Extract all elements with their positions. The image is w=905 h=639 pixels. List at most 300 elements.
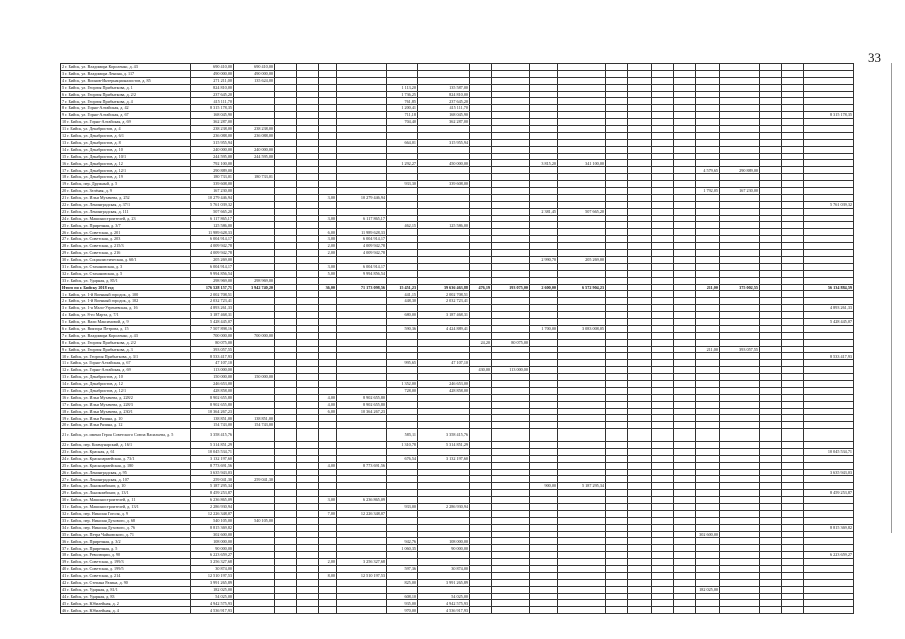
- row-value-cell: [674, 607, 696, 614]
- row-value-cell: [470, 579, 492, 586]
- row-value-cell: [696, 483, 720, 490]
- table-row: [61, 132, 854, 139]
- row-value-cell: [297, 380, 319, 387]
- row-value-cell: [652, 415, 674, 422]
- row-value-cell: [628, 312, 652, 319]
- row-value-cell: [470, 174, 492, 181]
- row-value-cell: [720, 442, 760, 449]
- row-value-cell: [337, 146, 387, 153]
- row-value-cell: [387, 517, 418, 524]
- row-value-cell: [606, 510, 628, 517]
- row-value-cell: 238 238,00: [234, 126, 275, 133]
- row-value-cell: [387, 188, 418, 195]
- row-value-cell: [387, 277, 418, 284]
- row-value-cell: [782, 469, 804, 476]
- row-value-cell: [297, 408, 319, 415]
- table-row: [61, 429, 854, 442]
- row-value-cell: [674, 408, 696, 415]
- row-value-cell: [628, 448, 652, 455]
- row-value-cell: [606, 490, 628, 497]
- row-value-cell: [720, 531, 760, 538]
- row-value-cell: [275, 476, 297, 483]
- row-value-cell: [720, 270, 760, 277]
- row-value-cell: 6 236 865,09: [191, 497, 234, 504]
- row-value-cell: [558, 332, 606, 339]
- row-value-cell: [319, 545, 337, 552]
- row-value-cell: [275, 367, 297, 374]
- row-value-cell: [492, 469, 530, 476]
- row-value-cell: [782, 194, 804, 201]
- row-value-cell: [337, 586, 387, 593]
- row-value-cell: [337, 181, 387, 188]
- row-value-cell: [782, 250, 804, 257]
- row-value-cell: [418, 448, 470, 455]
- row-value-cell: [530, 455, 558, 462]
- row-value-cell: [558, 497, 606, 504]
- row-value-cell: [628, 188, 652, 195]
- row-value-cell: [297, 132, 319, 139]
- row-value-cell: 339 608,00: [418, 181, 470, 188]
- row-value-cell: [782, 188, 804, 195]
- row-value-cell: [628, 243, 652, 250]
- row-value-cell: [275, 422, 297, 429]
- row-value-cell: [760, 312, 782, 319]
- row-value-cell: [387, 510, 418, 517]
- row-value-cell: [319, 339, 337, 346]
- row-value-cell: 1 700,00: [530, 325, 558, 332]
- row-value-cell: [674, 153, 696, 160]
- row-value-cell: [234, 524, 275, 531]
- row-value-cell: [782, 455, 804, 462]
- row-value-cell: [606, 160, 628, 167]
- row-value-cell: [696, 448, 720, 455]
- row-value-cell: [470, 77, 492, 84]
- row-value-cell: [760, 243, 782, 250]
- row-value-cell: 1 113,20: [387, 84, 418, 91]
- row-value-cell: 246 653,00: [191, 380, 234, 387]
- row-value-cell: 1 792,05: [696, 188, 720, 195]
- row-value-cell: [558, 387, 606, 394]
- row-value-cell: [470, 70, 492, 77]
- row-value-cell: [530, 593, 558, 600]
- row-value-cell: [804, 593, 854, 600]
- row-value-cell: 302 600,00: [191, 531, 234, 538]
- row-value-cell: [530, 119, 558, 126]
- row-value-cell: 6 117 865,17: [337, 215, 387, 222]
- row-value-cell: 138 851,00: [191, 415, 234, 422]
- row-value-cell: [558, 442, 606, 449]
- row-value-cell: 4 424 889,41: [418, 325, 470, 332]
- row-value-cell: [337, 277, 387, 284]
- row-value-cell: [275, 442, 297, 449]
- row-value-cell: 36,00: [319, 284, 337, 291]
- row-value-cell: [606, 448, 628, 455]
- row-value-cell: [297, 325, 319, 332]
- row-value-cell: [387, 572, 418, 579]
- row-value-cell: 154 743,00: [191, 422, 234, 429]
- row-value-cell: 3 991 265,89: [418, 579, 470, 586]
- row-value-cell: [674, 367, 696, 374]
- row-value-cell: [558, 401, 606, 408]
- row-value-cell: [319, 201, 337, 208]
- row-value-cell: [696, 593, 720, 600]
- row-value-cell: [558, 84, 606, 91]
- row-value-cell: 8 902 655,80: [191, 401, 234, 408]
- row-value-cell: [558, 298, 606, 305]
- table-row: [61, 291, 854, 298]
- row-value-cell: [674, 312, 696, 319]
- row-value-cell: [606, 600, 628, 607]
- row-value-cell: [674, 360, 696, 367]
- row-value-cell: [628, 497, 652, 504]
- row-address-cell: 18 г. Бийск, ул. Ильи Мухачева, д. 230/1: [61, 408, 191, 415]
- row-address-cell: 18 г. Бийск, ул. Декабристов, д. 19: [61, 174, 191, 181]
- row-value-cell: [418, 401, 470, 408]
- row-value-cell: [297, 360, 319, 367]
- row-value-cell: [470, 497, 492, 504]
- row-value-cell: [782, 545, 804, 552]
- row-value-cell: [674, 490, 696, 497]
- row-value-cell: [470, 593, 492, 600]
- table-row: [61, 531, 854, 538]
- row-value-cell: [470, 476, 492, 483]
- row-value-cell: 6 004 914,17: [337, 263, 387, 270]
- row-value-cell: 3 991 265,89: [191, 579, 234, 586]
- row-value-cell: [696, 469, 720, 476]
- row-value-cell: [418, 318, 470, 325]
- table-row: [61, 243, 854, 250]
- row-value-cell: [319, 360, 337, 367]
- row-value-cell: [319, 380, 337, 387]
- row-value-cell: 375 002,55: [720, 284, 760, 291]
- row-value-cell: 108 000,00: [191, 538, 234, 545]
- row-value-cell: [319, 112, 337, 119]
- row-value-cell: [804, 566, 854, 573]
- row-value-cell: [720, 291, 760, 298]
- row-value-cell: [470, 586, 492, 593]
- row-value-cell: [337, 153, 387, 160]
- row-value-cell: [297, 77, 319, 84]
- row-value-cell: [628, 139, 652, 146]
- row-value-cell: [674, 517, 696, 524]
- row-value-cell: [782, 524, 804, 531]
- row-value-cell: [275, 126, 297, 133]
- row-value-cell: [558, 490, 606, 497]
- row-value-cell: [337, 291, 387, 298]
- row-value-cell: [696, 263, 720, 270]
- row-value-cell: [470, 91, 492, 98]
- row-value-cell: [720, 387, 760, 394]
- row-value-cell: [628, 374, 652, 381]
- table-row: [61, 367, 854, 374]
- row-value-cell: [720, 181, 760, 188]
- row-value-cell: 4 009 942,78: [337, 243, 387, 250]
- row-value-cell: [234, 442, 275, 449]
- row-value-cell: [492, 483, 530, 490]
- row-value-cell: [652, 312, 674, 319]
- row-value-cell: [530, 339, 558, 346]
- capital-repair-table: [60, 63, 854, 614]
- row-value-cell: [720, 298, 760, 305]
- row-value-cell: [558, 98, 606, 105]
- row-value-cell: 4,00: [319, 394, 337, 401]
- row-value-cell: [337, 483, 387, 490]
- row-value-cell: [804, 174, 854, 181]
- row-value-cell: 690 410,00: [234, 64, 275, 71]
- row-value-cell: [804, 497, 854, 504]
- row-value-cell: [492, 222, 530, 229]
- row-value-cell: [418, 256, 470, 263]
- row-value-cell: [782, 77, 804, 84]
- row-value-cell: [275, 448, 297, 455]
- row-value-cell: [470, 181, 492, 188]
- row-value-cell: [319, 593, 337, 600]
- row-value-cell: [652, 339, 674, 346]
- row-value-cell: [275, 387, 297, 394]
- row-value-cell: [492, 298, 530, 305]
- row-value-cell: [804, 250, 854, 257]
- row-value-cell: [674, 277, 696, 284]
- row-value-cell: [782, 579, 804, 586]
- row-value-cell: [530, 167, 558, 174]
- row-value-cell: [652, 531, 674, 538]
- row-value-cell: [297, 469, 319, 476]
- row-value-cell: [804, 64, 854, 71]
- row-value-cell: 259 041,30: [234, 476, 275, 483]
- row-value-cell: [674, 332, 696, 339]
- row-value-cell: [674, 201, 696, 208]
- row-value-cell: [782, 538, 804, 545]
- row-value-cell: [760, 332, 782, 339]
- row-value-cell: [674, 243, 696, 250]
- row-value-cell: [696, 84, 720, 91]
- row-value-cell: [530, 552, 558, 559]
- row-value-cell: [674, 263, 696, 270]
- row-value-cell: [530, 353, 558, 360]
- row-value-cell: [674, 215, 696, 222]
- row-value-cell: [558, 77, 606, 84]
- row-value-cell: 428 858,00: [191, 387, 234, 394]
- row-value-cell: [606, 236, 628, 243]
- row-value-cell: [234, 84, 275, 91]
- row-value-cell: [628, 559, 652, 566]
- table-row: [61, 380, 854, 387]
- table-row: [61, 517, 854, 524]
- row-value-cell: [319, 132, 337, 139]
- row-value-cell: [337, 105, 387, 112]
- row-value-cell: [558, 181, 606, 188]
- table-row: [61, 504, 854, 511]
- row-value-cell: [628, 318, 652, 325]
- row-value-cell: [297, 298, 319, 305]
- row-value-cell: [492, 517, 530, 524]
- row-value-cell: 167 230,00: [191, 188, 234, 195]
- table-row: [61, 194, 854, 201]
- row-value-cell: [234, 243, 275, 250]
- row-value-cell: 8 773 691,56: [337, 462, 387, 469]
- row-value-cell: [530, 538, 558, 545]
- row-value-cell: 30 874,00: [418, 566, 470, 573]
- row-value-cell: [558, 119, 606, 126]
- row-value-cell: [652, 188, 674, 195]
- row-value-cell: 12 226 348,07: [337, 510, 387, 517]
- row-address-cell: 14 г. Бийск, ул. Декабристов, д. 12: [61, 380, 191, 387]
- row-value-cell: [782, 256, 804, 263]
- row-value-cell: [652, 559, 674, 566]
- row-value-cell: 415 111,70: [418, 105, 470, 112]
- row-value-cell: [319, 538, 337, 545]
- row-value-cell: 182 025,00: [191, 586, 234, 593]
- row-value-cell: [696, 126, 720, 133]
- row-value-cell: [234, 188, 275, 195]
- row-value-cell: [492, 422, 530, 429]
- row-value-cell: [606, 566, 628, 573]
- row-value-cell: [696, 208, 720, 215]
- row-value-cell: [319, 422, 337, 429]
- row-value-cell: [275, 243, 297, 250]
- row-value-cell: [418, 483, 470, 490]
- row-value-cell: [696, 132, 720, 139]
- row-value-cell: [674, 98, 696, 105]
- row-value-cell: [234, 98, 275, 105]
- row-value-cell: [470, 469, 492, 476]
- row-value-cell: [652, 367, 674, 374]
- row-value-cell: 6 117 865,17: [191, 215, 234, 222]
- row-value-cell: [652, 305, 674, 312]
- row-value-cell: [558, 91, 606, 98]
- row-value-cell: [628, 572, 652, 579]
- row-value-cell: [674, 126, 696, 133]
- row-value-cell: [720, 559, 760, 566]
- row-value-cell: [418, 215, 470, 222]
- row-value-cell: [558, 394, 606, 401]
- row-value-cell: [275, 332, 297, 339]
- row-value-cell: [319, 277, 337, 284]
- row-value-cell: [470, 84, 492, 91]
- row-value-cell: [804, 84, 854, 91]
- row-value-cell: [760, 387, 782, 394]
- row-value-cell: [674, 298, 696, 305]
- row-value-cell: [234, 346, 275, 353]
- row-value-cell: [628, 607, 652, 614]
- row-value-cell: [337, 429, 387, 442]
- row-value-cell: [558, 572, 606, 579]
- row-value-cell: [470, 201, 492, 208]
- row-value-cell: [275, 531, 297, 538]
- row-value-cell: [297, 517, 319, 524]
- row-value-cell: [606, 98, 628, 105]
- row-address-cell: 13 г. Бийск, ул. Декабристов, д. 10: [61, 374, 191, 381]
- row-value-cell: [804, 98, 854, 105]
- row-value-cell: [628, 462, 652, 469]
- row-address-cell: 2 г. Бийск, ул. Владимира Короленко, д. 43: [61, 64, 191, 71]
- row-value-cell: [696, 91, 720, 98]
- row-value-cell: 205 269,00: [191, 256, 234, 263]
- row-value-cell: 6,00: [319, 229, 337, 236]
- row-value-cell: [337, 139, 387, 146]
- row-value-cell: [804, 367, 854, 374]
- row-value-cell: [782, 607, 804, 614]
- row-value-cell: [720, 263, 760, 270]
- row-value-cell: [234, 566, 275, 573]
- row-value-cell: [782, 572, 804, 579]
- row-value-cell: [387, 524, 418, 531]
- row-value-cell: [782, 401, 804, 408]
- row-value-cell: [760, 607, 782, 614]
- row-value-cell: [674, 256, 696, 263]
- row-value-cell: [652, 579, 674, 586]
- row-value-cell: 240 000,00: [191, 146, 234, 153]
- row-value-cell: [720, 572, 760, 579]
- row-address-cell: 20 г. Бийск, ул. Зелёная, д. 9: [61, 188, 191, 195]
- row-value-cell: [530, 70, 558, 77]
- row-value-cell: [530, 98, 558, 105]
- row-value-cell: [696, 566, 720, 573]
- row-value-cell: [530, 572, 558, 579]
- row-value-cell: [418, 188, 470, 195]
- row-value-cell: 180 733,01: [191, 174, 234, 181]
- row-value-cell: [387, 394, 418, 401]
- row-value-cell: [470, 146, 492, 153]
- row-value-cell: [720, 517, 760, 524]
- table-row: [61, 70, 854, 77]
- row-value-cell: [558, 448, 606, 455]
- row-value-cell: [418, 64, 470, 71]
- row-value-cell: [234, 531, 275, 538]
- row-value-cell: [782, 236, 804, 243]
- row-value-cell: [297, 291, 319, 298]
- row-value-cell: [652, 538, 674, 545]
- row-value-cell: [297, 250, 319, 257]
- row-value-cell: [319, 579, 337, 586]
- row-value-cell: [674, 387, 696, 394]
- row-value-cell: [387, 256, 418, 263]
- row-value-cell: [319, 77, 337, 84]
- row-value-cell: [760, 538, 782, 545]
- row-value-cell: [696, 298, 720, 305]
- row-value-cell: [760, 64, 782, 71]
- row-value-cell: [275, 353, 297, 360]
- row-value-cell: [558, 360, 606, 367]
- row-value-cell: [337, 160, 387, 167]
- row-value-cell: [674, 346, 696, 353]
- row-value-cell: 90 000,00: [191, 545, 234, 552]
- row-value-cell: [606, 387, 628, 394]
- row-value-cell: [782, 339, 804, 346]
- row-value-cell: [530, 517, 558, 524]
- row-value-cell: 168 045,90: [191, 112, 234, 119]
- row-value-cell: [319, 256, 337, 263]
- row-address-cell: 3 г. Бийск, ул. Владимира Ленина, д. 117: [61, 70, 191, 77]
- row-value-cell: [234, 167, 275, 174]
- row-address-cell: 4 г. Бийск, ул. 8-го Марта, д. 7/1: [61, 312, 191, 319]
- row-value-cell: [234, 607, 275, 614]
- row-value-cell: [234, 401, 275, 408]
- row-value-cell: [418, 339, 470, 346]
- row-value-cell: [492, 256, 530, 263]
- row-value-cell: [234, 112, 275, 119]
- row-value-cell: [234, 483, 275, 490]
- row-value-cell: [492, 98, 530, 105]
- row-value-cell: [387, 559, 418, 566]
- row-value-cell: [606, 243, 628, 250]
- row-value-cell: 1 292,27: [387, 160, 418, 167]
- row-value-cell: [234, 510, 275, 517]
- row-value-cell: [606, 353, 628, 360]
- row-value-cell: 728,00: [387, 387, 418, 394]
- row-value-cell: [652, 586, 674, 593]
- row-value-cell: [275, 132, 297, 139]
